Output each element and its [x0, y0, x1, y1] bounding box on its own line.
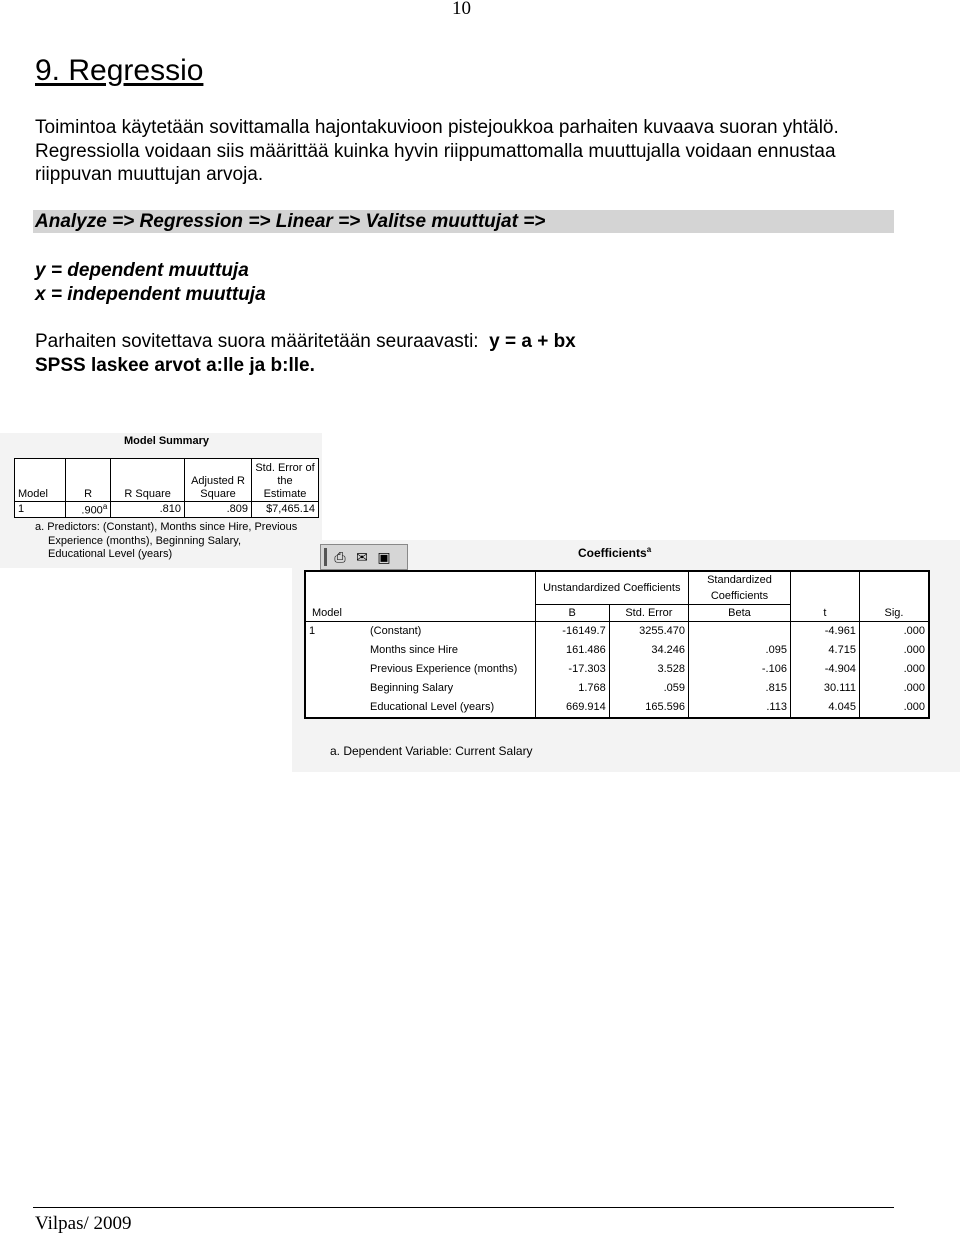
coef-cell-t: -4.904	[790, 660, 859, 679]
coef-cell-beta	[689, 622, 791, 642]
coef-header-std-error: Std. Error	[609, 605, 688, 622]
menu-path: Analyze => Regression => Linear => Valitse muuttujat =>	[33, 210, 894, 233]
coef-cell-sig: .000	[859, 641, 929, 660]
formula-equation: y = a + bx	[489, 331, 576, 352]
coef-cell-label: Beginning Salary	[369, 682, 454, 694]
model-summary-table	[14, 458, 319, 518]
table-row	[305, 622, 929, 642]
output-toolbar	[320, 544, 408, 570]
coefficients-title: Coefficients$^a$	[578, 545, 652, 560]
ms-cell-model: 1	[15, 502, 66, 518]
coef-group-unstandardized: Unstandardized Coefficients	[535, 571, 688, 605]
coef-header-b: B	[535, 605, 609, 622]
variable-definitions	[35, 259, 266, 306]
coef-cell-sig: .000	[859, 679, 929, 698]
formula-block	[35, 330, 576, 377]
model-summary-footnote: a. Predictors: (Constant), Months since Hire, Previous Experience (months), Beginning Salary, Educational Level (years)	[35, 521, 298, 560]
table-row	[305, 641, 929, 660]
coef-cell-b: -16149.7	[535, 622, 609, 642]
coef-cell-sig: .000	[859, 622, 929, 642]
coef-cell-beta: .815	[689, 679, 791, 698]
coef-group-standardized: Standardized Coefficients	[689, 571, 791, 605]
model-summary-title: Model Summary	[124, 435, 209, 447]
intro-paragraph: Toimintoa käytetään sovittamalla hajontakuvioon pistejoukkoa parhaiten kuvaava suoran yhtälö. Regressiolla voidaan siis määrittää kuinka hyvin riippumattomalla muuttujalla voidaan ennustaa riippuvan muuttujan arvoja.	[35, 117, 839, 185]
ms-header-r: R	[65, 459, 110, 502]
page-footer: Vilpas/ 2009	[35, 1213, 132, 1234]
table-row	[305, 698, 929, 718]
page-title: 9. Regressio	[35, 54, 204, 87]
coef-cell-se: 3.528	[609, 660, 688, 679]
coef-cell-b: 669.914	[535, 698, 609, 718]
coefficients-footnote: a. Dependent Variable: Current Salary	[330, 744, 533, 758]
table-row	[305, 660, 929, 679]
ms-header-model: Model	[18, 488, 48, 500]
coef-cell-b: 1.768	[535, 679, 609, 698]
ms-header-r-square: R Square	[111, 459, 185, 502]
coef-cell-se: 34.246	[609, 641, 688, 660]
footer-divider	[33, 1207, 894, 1208]
coef-cell-sig: .000	[859, 698, 929, 718]
coef-cell-beta: .095	[689, 641, 791, 660]
coef-cell-label: Previous Experience (months)	[369, 663, 518, 675]
print-icon[interactable]: ⎙	[334, 549, 346, 565]
ms-cell-r-square: .810	[111, 502, 185, 518]
coef-cell-se: .059	[609, 679, 688, 698]
coef-cell-sig: .000	[859, 660, 929, 679]
export-icon[interactable]: ▣	[377, 549, 391, 565]
independent-variable-line: x = independent muuttuja	[35, 283, 266, 305]
coef-cell-model: 1	[305, 622, 364, 642]
coef-cell-beta: .113	[689, 698, 791, 718]
coef-header-model: Model	[312, 606, 342, 619]
coef-cell-label: Educational Level (years)	[369, 701, 495, 713]
coef-cell-se: 165.596	[609, 698, 688, 718]
coef-cell-b: 161.486	[535, 641, 609, 660]
coef-cell-t: 30.111	[790, 679, 859, 698]
page-number: 10	[452, 0, 471, 19]
ms-header-adj-r-square: Adjusted R Square	[185, 459, 252, 502]
formula-text: Parhaiten sovitettava suora määritetään seuraavasti:	[35, 331, 479, 352]
coef-header-t: t	[790, 605, 859, 622]
coef-cell-beta: -.106	[689, 660, 791, 679]
ms-cell-r: .900$^a$	[65, 502, 110, 518]
toolbar-grip[interactable]	[324, 548, 327, 566]
dependent-variable-line: y = dependent muuttuja	[35, 260, 249, 281]
table-row	[15, 502, 319, 518]
mail-icon[interactable]: ✉	[356, 549, 368, 565]
spss-note: SPSS laskee arvot a:lle ja b:lle.	[35, 354, 315, 376]
coef-cell-t: 4.045	[790, 698, 859, 718]
coef-cell-label: (Constant)	[364, 622, 535, 642]
ms-header-std-error: Std. Error of the Estimate	[252, 459, 319, 502]
coef-header-beta: Beta	[689, 605, 791, 622]
ms-cell-adj-r-square: .809	[185, 502, 252, 518]
coef-cell-label: Months since Hire	[369, 644, 459, 656]
ms-cell-std-error: $7,465.14	[252, 502, 319, 518]
table-row	[305, 679, 929, 698]
coef-cell-b: -17.303	[535, 660, 609, 679]
coef-header-sig: Sig.	[859, 605, 929, 622]
coefficients-table	[304, 570, 930, 719]
coef-cell-t: -4.961	[790, 622, 859, 642]
coef-cell-t: 4.715	[790, 641, 859, 660]
coef-cell-se: 3255.470	[609, 622, 688, 642]
